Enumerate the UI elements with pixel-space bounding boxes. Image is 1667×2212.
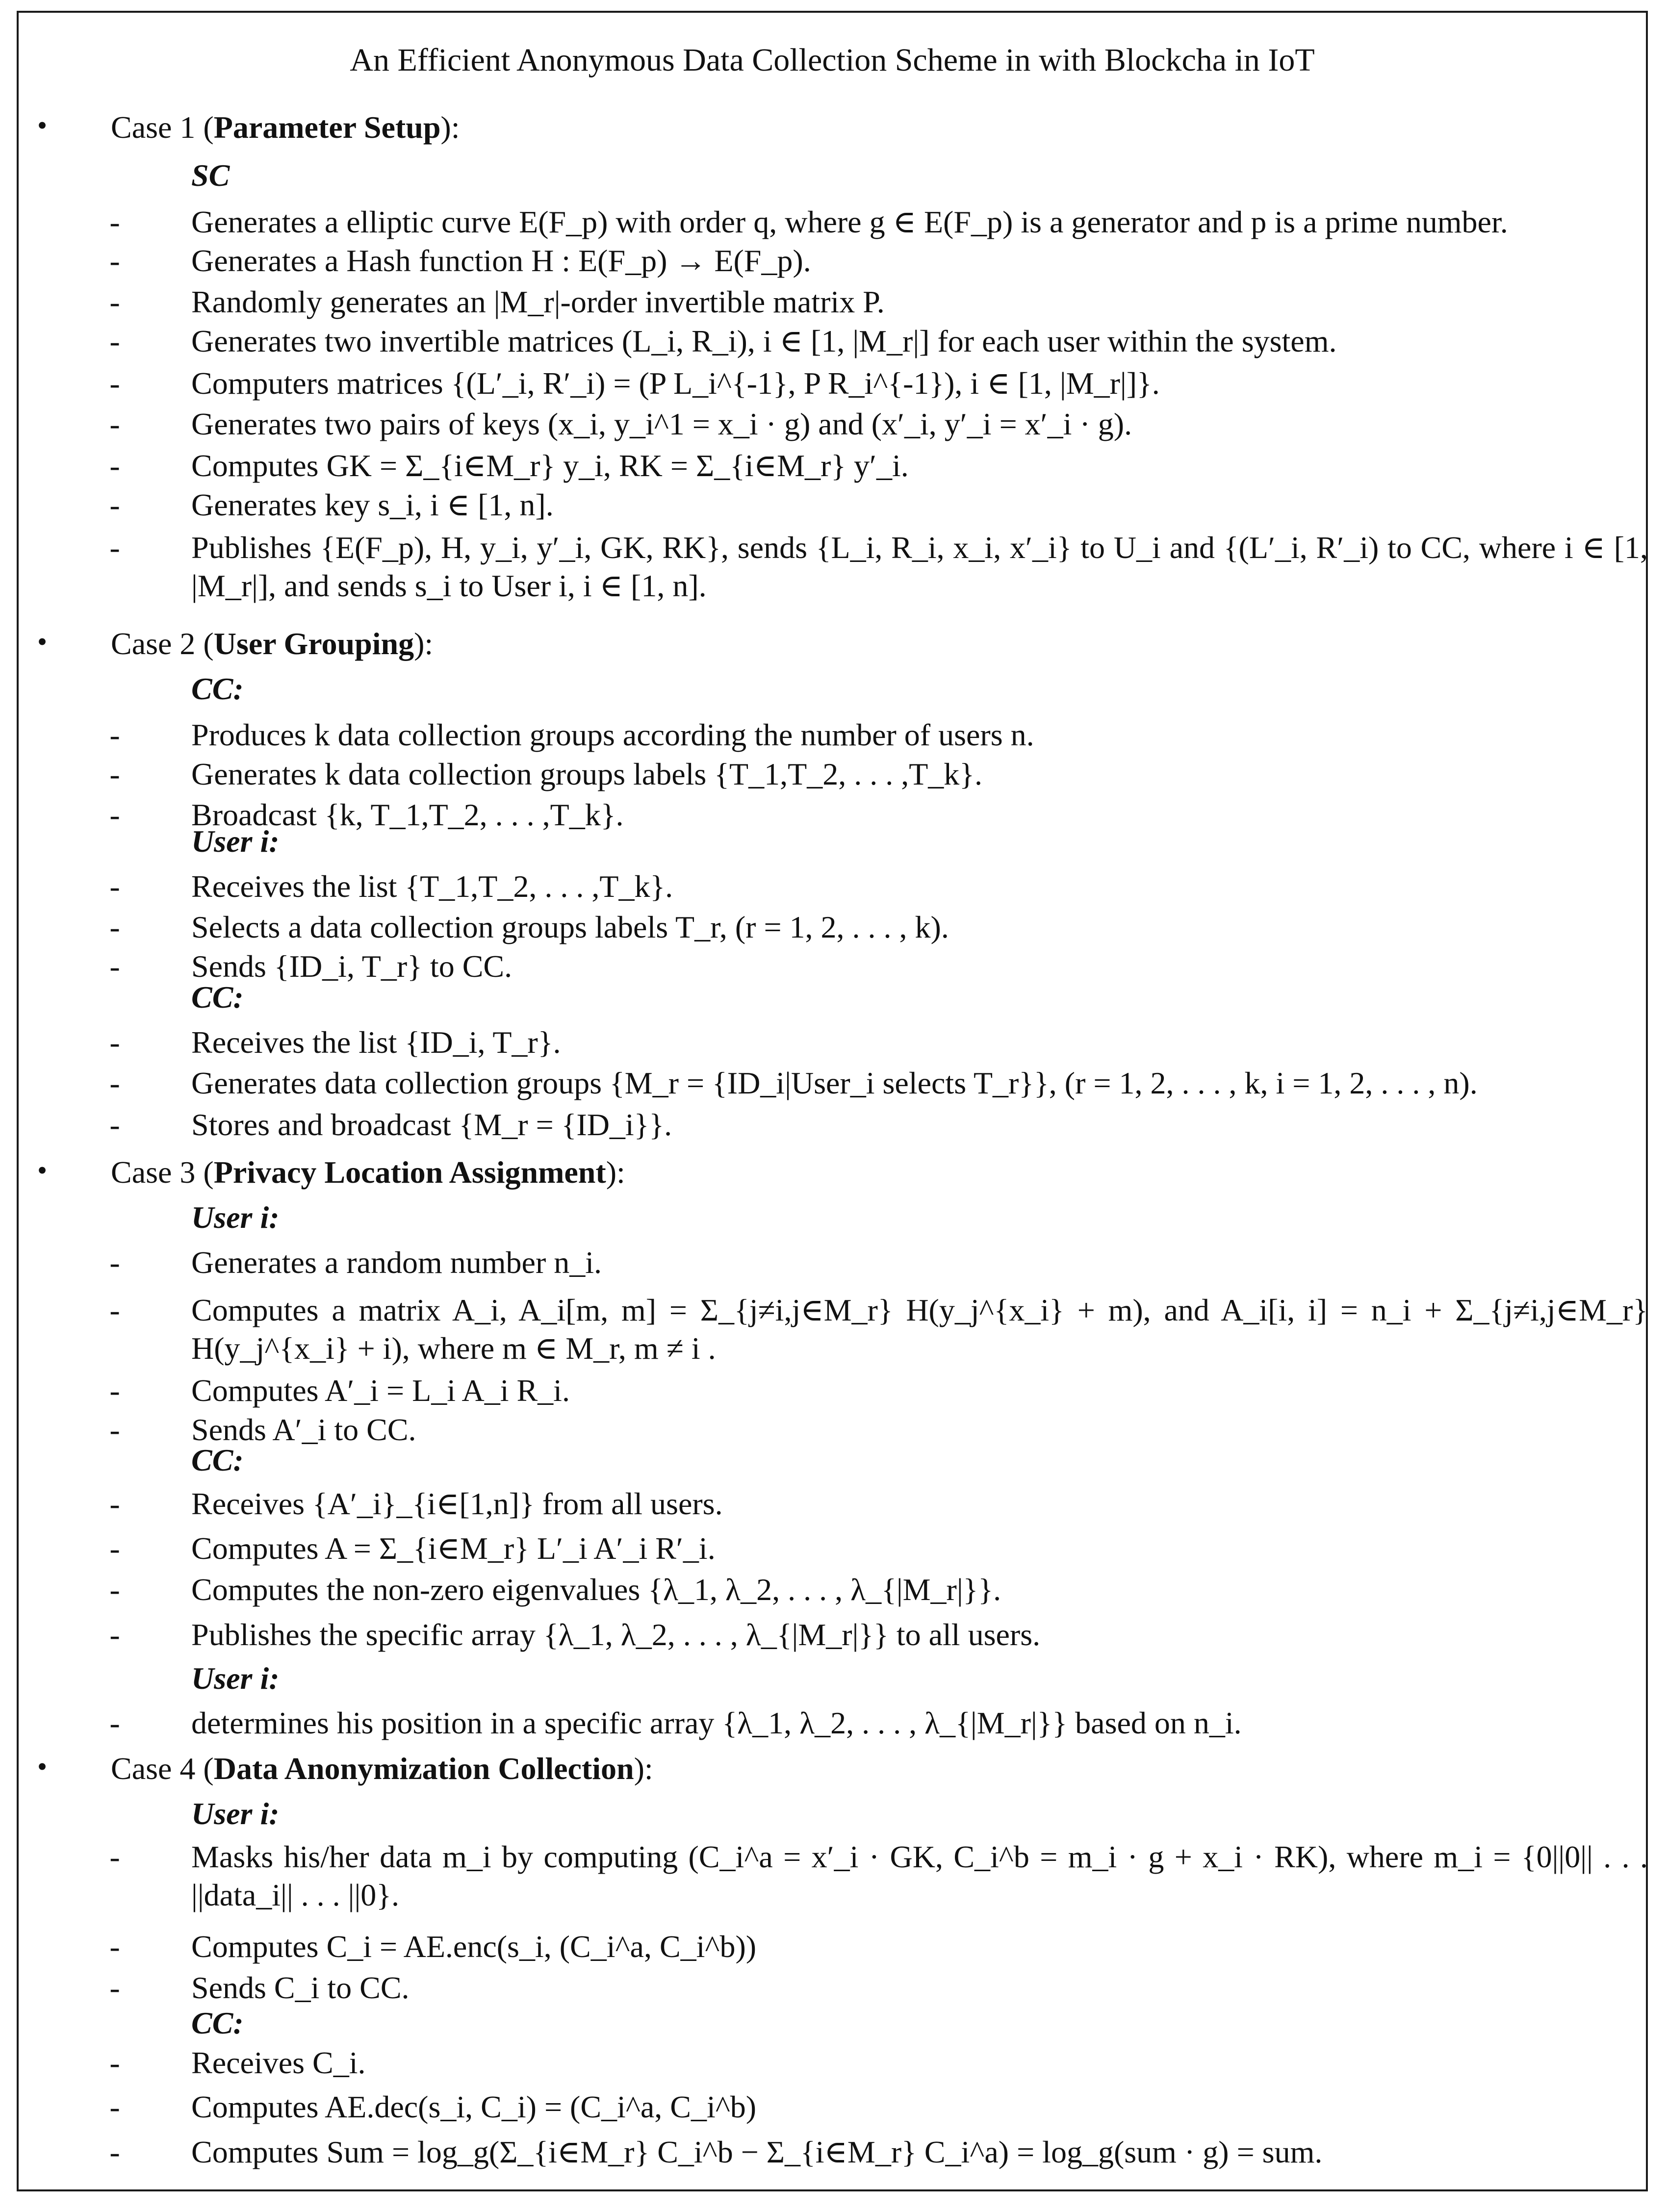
step-dash: - [109,487,120,522]
step-dash: - [109,2135,120,2169]
step-text: Computes C_i = AE.enc(s_i, (C_i^a, C_i^b)) [191,1929,757,1964]
step-dash: - [109,243,120,278]
case-name: Data Anonymization Collection [213,1751,634,1786]
step-dash: - [109,284,120,319]
step-text: Generates two invertible matrices (L_i, R_i), i ∈ [1, |M_r|] for each user within the system. [191,324,1337,358]
step-text: Computes A = Σ_{i∈M_r} L′_i A′_i R′_i. [191,1531,716,1566]
actor-label: CC: [191,671,244,706]
step-dash: - [109,869,120,904]
step-text: Produces k data collection groups according the number of users n. [191,717,1034,752]
step-dash: - [109,1066,120,1100]
step-text: Receives C_i. [191,2045,366,2080]
step-dash: - [109,1486,120,1521]
bullet-icon: • [37,109,48,141]
step-dash: - [109,949,120,984]
step-text: Generates data collection groups {M_r = {ID_i|User_i selects T_r}}, (r = 1, 2, . . . , k, i = 1, 2, . . . , n). [191,1066,1478,1100]
step-dash: - [109,448,120,483]
step-text: Computes GK = Σ_{i∈M_r} y_i, RK = Σ_{i∈M_r} y′_i. [191,448,909,483]
step-text: Publishes {E(F_p), H, y_i, y′_i, GK, RK}, sends {L_i, R_i, x_i, x′_i} to U_i and {(L′_i, R′_i) to CC, where i ∈ [1, |M_r|], and sends s_i to User i, i ∈ [1, n]. [191,530,1648,603]
actor-label: User i: [191,1200,280,1235]
case-prefix: Case 3 ( [111,1155,214,1190]
step-dash: - [109,530,120,565]
step-dash: - [109,757,120,791]
case-heading [111,625,433,663]
step-text: Computes A′_i = L_i A_i R_i. [191,1373,570,1408]
case-suffix: ): [414,626,434,661]
step-dash: - [109,1025,120,1060]
step-dash: - [109,324,120,358]
step-dash: - [109,407,120,441]
step-text: Receives the list {T_1,T_2, . . . ,T_k}. [191,869,673,904]
step-text: Generates key s_i, i ∈ [1, n]. [191,487,554,522]
step-text: Sends C_i to CC. [191,1970,410,2005]
actor-label: User i: [191,1661,280,1696]
step-dash: - [109,1107,120,1142]
step-dash: - [109,717,120,752]
step-dash: - [109,366,120,401]
actor-label: CC: [191,980,244,1015]
algorithm-title: An Efficient Anonymous Data Collection Scheme in with Blockcha in IoT [350,42,1315,78]
case-prefix: Case 2 ( [111,626,214,661]
case-heading [111,1750,653,1788]
step-text: Broadcast {k, T_1,T_2, . . . ,T_k}. [191,797,624,832]
step-dash: - [109,1293,120,1327]
case-name: Parameter Setup [213,110,441,145]
step-text: Receives the list {ID_i, T_r}. [191,1025,561,1060]
algorithm-body [19,13,1646,2189]
step-dash: - [109,1531,120,1566]
case-name: Privacy Location Assignment [213,1155,606,1190]
step-dash: - [109,797,120,832]
step-text: Receives {A′_i}_{i∈[1,n]} from all users. [191,1486,723,1521]
actor-label: CC: [191,2006,244,2040]
case-suffix: ): [606,1155,625,1190]
step-text: Computes the non-zero eigenvalues {λ_1, λ_2, . . . , λ_{|M_r|}}. [191,1572,1001,1607]
step-dash: - [109,1373,120,1408]
actor-label: User i: [191,824,280,859]
case-heading [111,108,460,147]
case-prefix: Case 1 ( [111,110,214,145]
step-text: Computes a matrix A_i, A_i[m, m] = Σ_{j≠i,j∈M_r} H(y_j^{x_i} + m), and A_i[i, i] = n_i + Σ_{j≠i,j∈M_r} H(y_j^{x_i} + i), where m ∈ M_r, m ≠ i . [191,1293,1648,1366]
case-suffix: ): [634,1751,653,1786]
step-dash: - [109,1705,120,1740]
actor-label: CC: [191,1443,244,1477]
step-text: determines his position in a specific array {λ_1, λ_2, . . . , λ_{|M_r|}} based on n_i. [191,1705,1242,1740]
step-dash: - [109,1412,120,1447]
step-text: Generates a elliptic curve E(F_p) with order q, where g ∈ E(F_p) is a generator and p is a prime number. [191,204,1508,239]
step-text: Computes Sum = log_g(Σ_{i∈M_r} C_i^b − Σ_{i∈M_r} C_i^a) = log_g(sum · g) = sum. [191,2135,1323,2169]
step-text: Sends A′_i to CC. [191,1412,416,1447]
step-text: Computes AE.dec(s_i, C_i) = (C_i^a, C_i^b) [191,2089,757,2124]
case-prefix: Case 4 ( [111,1751,214,1786]
step-dash: - [109,1245,120,1280]
step-dash: - [109,2089,120,2124]
step-text: Selects a data collection groups labels T_r, (r = 1, 2, . . . , k). [191,910,949,944]
step-text: Generates a random number n_i. [191,1245,602,1280]
step-dash: - [109,204,120,239]
algorithm-frame [17,11,1648,2191]
step-dash: - [109,1572,120,1607]
step-text: Generates two pairs of keys (x_i, y_i^1 = x_i · g) and (x′_i, y′_i = x′_i · g). [191,407,1132,441]
step-dash: - [109,2045,120,2080]
step-dash: - [109,1617,120,1652]
case-heading [111,1153,625,1192]
step-text: Computers matrices {(L′_i, R′_i) = (P L_i^{-1}, P R_i^{-1}), i ∈ [1, |M_r|]}. [191,366,1160,401]
step-text: Sends {ID_i, T_r} to CC. [191,949,513,984]
case-name: User Grouping [213,626,414,661]
step-text: Masks his/her data m_i by computing (C_i^a = x′_i · GK, C_i^b = m_i · g + x_i · RK), where m_i = {0||0|| . . . ||data_i|| . . . ||0}. [191,1839,1648,1912]
actor-label: SC [191,158,230,193]
step-dash: - [109,1839,120,1874]
step-text: Publishes the specific array {λ_1, λ_2, . . . , λ_{|M_r|}} to all users. [191,1617,1041,1652]
step-text: Generates k data collection groups labels {T_1,T_2, . . . ,T_k}. [191,757,982,791]
step-dash: - [109,1929,120,1964]
case-suffix: ): [440,110,460,145]
step-dash: - [109,1970,120,2005]
step-text: Stores and broadcast {M_r = {ID_i}}. [191,1107,672,1142]
bullet-icon: • [37,626,48,658]
bullet-icon: • [37,1751,48,1782]
bullet-icon: • [37,1154,48,1186]
step-dash: - [109,910,120,944]
step-text: Generates a Hash function H : E(F_p) → E(F_p). [191,243,811,278]
actor-label: User i: [191,1796,280,1831]
step-text: Randomly generates an |M_r|-order invertible matrix P. [191,284,885,319]
